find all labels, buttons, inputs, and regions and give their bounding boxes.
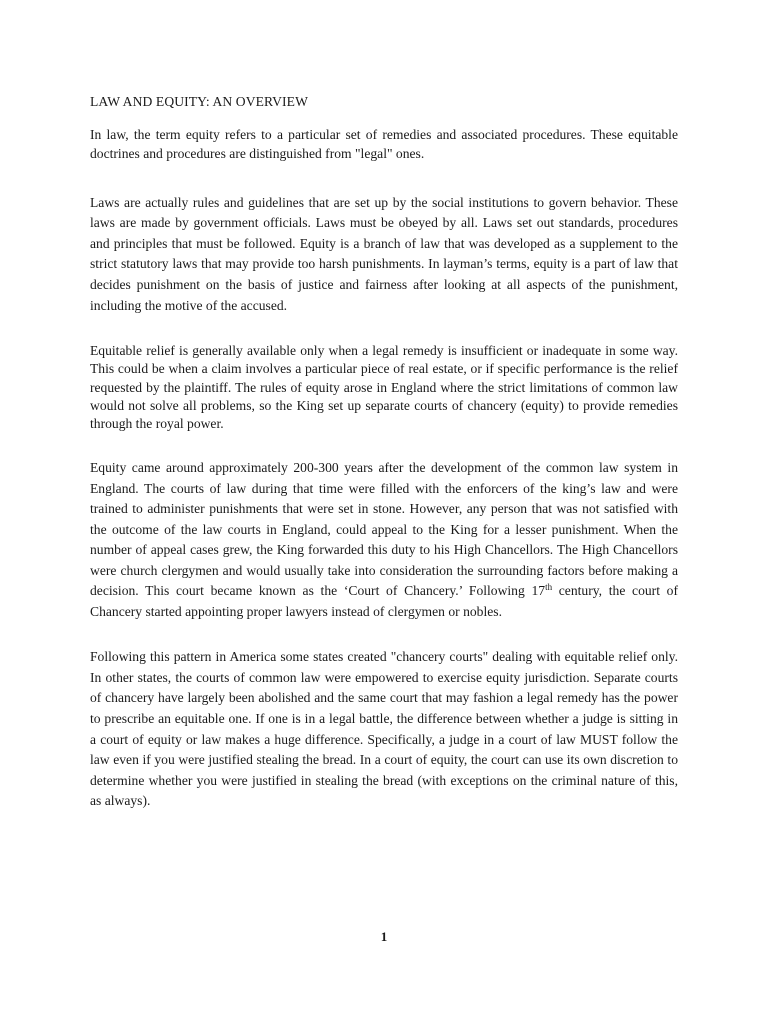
ordinal-superscript: th [545, 582, 553, 593]
paragraph-equitable-relief: Equitable relief is generally available only when a legal remedy is insufficient or inadequate in some way. This could be when a claim involves a particular piece of real estate, or if specific performance is the relief requested by the plaintiff. The rules of equity arose in England where the strict limitations of common law would not solve all problems, so the King set up separate courts of chancery (equity) to provide remedies through the royal power. [90, 343, 678, 431]
document-body [90, 92, 678, 812]
paragraph-equity-definition: In law, the term equity refers to a particular set of remedies and associated procedures. These equitable doctrines and procedures are distinguished from "legal" ones. [90, 126, 678, 162]
page-number: 1 [380, 929, 388, 944]
paragraph-history-of-equity [90, 458, 678, 622]
paragraph-laws-definition: Laws are actually rules and guidelines that are set up by the social institutions to govern behavior. These laws are made by government officials. Laws must be obeyed by all. Laws set out standards, procedures and principles that must be followed. Equity is a branch of law that was developed as a supplement to the strict statutory laws that may provide too harsh punishments. In layman’s terms, equity is a part of law that decides punishment on the basis of justice and fairness after looking at all aspects of the punishment, including the motive of the accused. [90, 194, 678, 313]
document-title: LAW AND EQUITY: AN OVERVIEW [90, 94, 309, 109]
paragraph-chancery-courts-america: Following this pattern in America some states created "chancery courts" dealing with equitable relief only. In other states, the courts of common law were empowered to exercise equity jurisdiction. Separate courts of chancery have largely been abolished and the same court that may fashion a legal remedy has the power to prescribe an equitable one. If one is in a legal battle, the difference between whether a judge is sitting in a court of equity or law makes a huge difference. Specifically, a judge in a court of law MUST follow the law even if you were justified stealing the bread. In a court of equity, the court can use its own discretion to determine whether you were justified in stealing the bread (with exceptions on the criminal nature of this, as always). [90, 649, 678, 809]
paragraph-history-text: Equity came around approximately 200-300 years after the development of the common law system in England. The courts of law during that time were filled with the enforcers of the king’s law and were trained to administer punishments that were set in stone. However, any person that was not satisfied with the outcome of the law courts in England, could appeal to the King for a lesser punishment. When the number of appeal cases grew, the King forwarded this duty to his High Chancellors. The High Chancellors were church clergymen and would usually take into consideration the surrounding factors before making a decision. This court became known as the ‘Court of Chancery.’ Following 17 [90, 460, 678, 599]
paragraph-history-text-end: century, the court of Chancery started appointing proper lawyers instead of clergymen or nobles. [90, 583, 678, 619]
